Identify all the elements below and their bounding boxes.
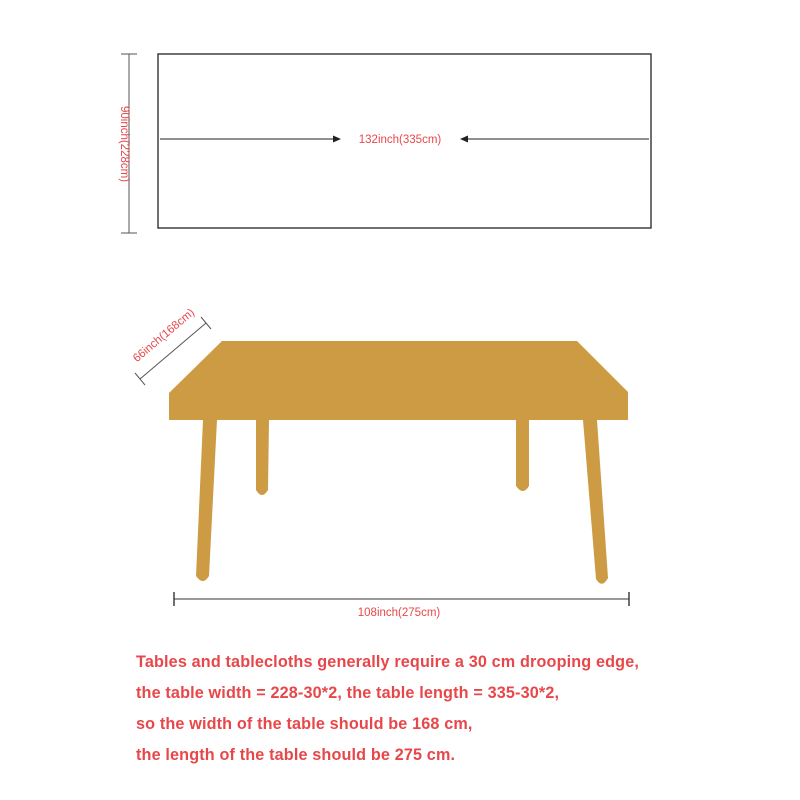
table-front-right-leg <box>583 420 608 584</box>
table-front-left-leg <box>196 420 217 581</box>
note-line: the table width = 228-30*2, the table length = 335-30*2, <box>136 684 560 702</box>
note-line: Tables and tablecloths generally require a 30 cm drooping edge, <box>136 653 640 671</box>
note-line: so the width of the table should be 168 cm, <box>136 715 473 733</box>
table-depth-label: 66inch(168cm) <box>131 306 198 365</box>
table-illustration <box>169 341 628 584</box>
table-length-label: 108inch(275cm) <box>357 607 441 619</box>
table-back-right-leg <box>516 420 529 491</box>
table-top <box>169 341 628 420</box>
table-length-dimension <box>174 592 629 606</box>
tablecloth-width-label: 90inch(228cm) <box>118 105 130 183</box>
sizing-notes <box>136 648 776 772</box>
table-back-left-leg <box>256 420 269 495</box>
tablecloth-length-label: 132inch(335cm) <box>358 134 442 146</box>
note-line: the length of the table should be 275 cm. <box>136 746 456 764</box>
